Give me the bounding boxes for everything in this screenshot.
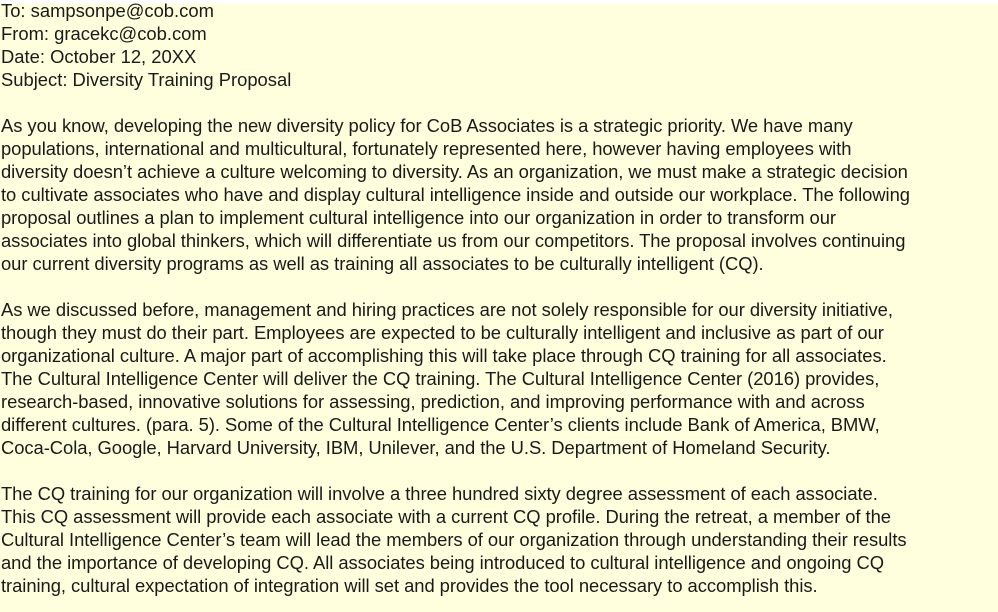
paragraph-3	[1, 482, 998, 597]
paragraph-line: Cultural Intelligence Center’s team will lead the members of our organization through understanding their results	[1, 529, 907, 550]
paragraph-line: associates into global thinkers, which will differentiate us from our competitors. The proposal involves continuing	[1, 230, 906, 251]
paragraph-line: Coca-Cola, Google, Harvard University, IBM, Unilever, and the U.S. Department of Homeland Security.	[1, 437, 831, 458]
paragraph-line: The Cultural Intelligence Center will deliver the CQ training. The Cultural Intelligence Center (2016) provides,	[1, 368, 880, 389]
paragraph-line: to cultivate associates who have and display cultural intelligence inside and outside our workplace. The following	[1, 184, 910, 205]
paragraph-line: training, cultural expectation of integration will set and provides the tool necessary to accomplish this.	[1, 575, 818, 596]
to-line: To: sampsonpe@cob.com	[1, 0, 214, 21]
from-line: From: gracekc@cob.com	[1, 23, 207, 44]
subject-line: Subject: Diversity Training Proposal	[1, 69, 292, 90]
paragraph-line: our current diversity programs as well as training all associates to be culturally intelligent (CQ).	[1, 253, 764, 274]
paragraph-line: though they must do their part. Employees are expected to be culturally intelligent and inclusive as part of our	[1, 322, 884, 343]
paragraph-line: research-based, innovative solutions for assessing, prediction, and improving performance with and across	[1, 391, 865, 412]
date-line: Date: October 12, 20XX	[1, 46, 197, 67]
paragraph-line: and the importance of developing CQ. All associates being introduced to cultural intelligence and ongoing CQ	[1, 552, 885, 573]
paragraph-line: This CQ assessment will provide each associate with a current CQ profile. During the retreat, a member of the	[1, 506, 891, 527]
paragraph-1	[1, 114, 998, 275]
memo-header	[1, 0, 998, 91]
paragraph-line: As we discussed before, management and hiring practices are not solely responsible for our diversity initiative,	[1, 299, 893, 320]
paragraph-line: diversity doesn’t achieve a culture welcoming to diversity. As an organization, we must make a strategic decision	[1, 161, 908, 182]
paragraph-line: organizational culture. A major part of accomplishing this will take place through CQ training for all associates.	[1, 345, 887, 366]
paragraph-line: populations, international and multicultural, fortunately represented here, however having employees with	[1, 138, 852, 159]
paragraph-line: As you know, developing the new diversity policy for CoB Associates is a strategic priority. We have many	[1, 115, 853, 136]
paragraph-line: different cultures. (para. 5). Some of the Cultural Intelligence Center’s clients include Bank of America, BMW,	[1, 414, 880, 435]
paragraph-line: The CQ training for our organization will involve a three hundred sixty degree assessment of each associate.	[1, 483, 878, 504]
paragraph-2	[1, 298, 998, 459]
paragraph-line: proposal outlines a plan to implement cultural intelligence into our organization in order to transform our	[1, 207, 836, 228]
